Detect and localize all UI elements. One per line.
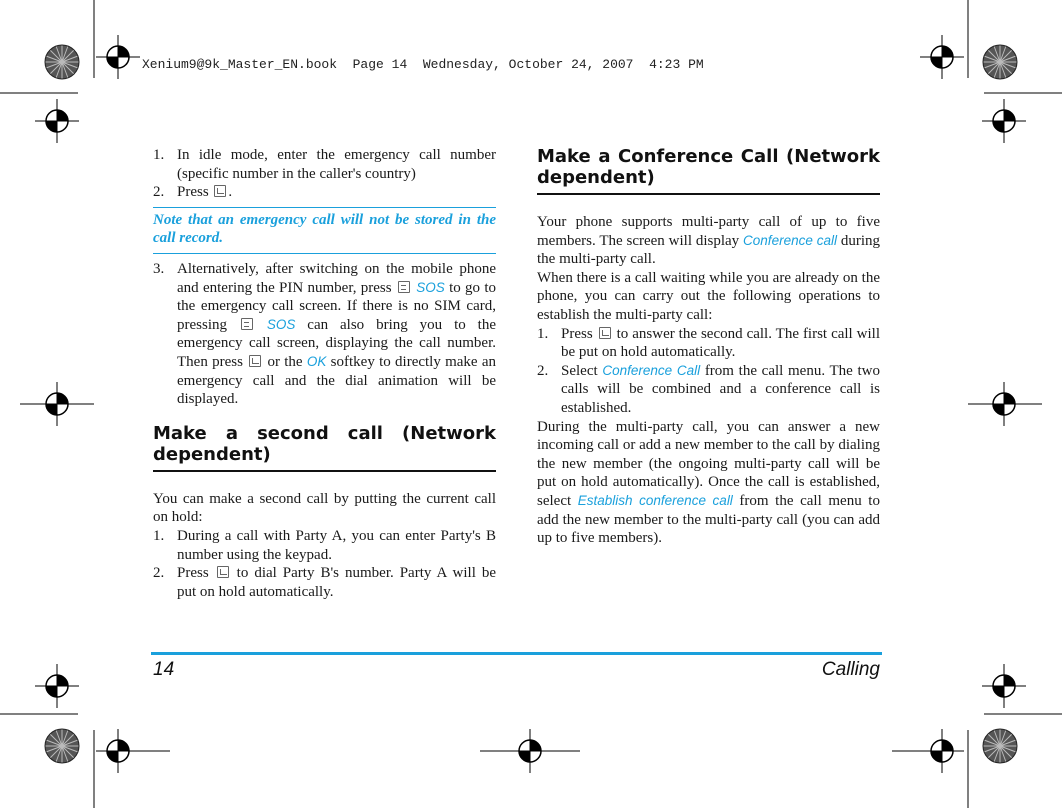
menu-option-label: Conference call xyxy=(743,232,837,248)
chapter-title: Calling xyxy=(821,659,880,680)
ok-label: OK xyxy=(306,353,327,369)
softkey-icon xyxy=(241,318,253,330)
section-divider xyxy=(537,193,880,195)
item-text: to go to the emergency call screen. If there is no SIM card, pressing xyxy=(177,279,497,333)
paragraph xyxy=(537,213,880,269)
item-text: Press xyxy=(177,565,209,582)
item-text: During a call with Party A, you can enter Party's B number using the keypad. xyxy=(177,527,496,563)
item-text: . xyxy=(228,184,233,201)
note-divider-top xyxy=(153,207,496,208)
item-number: 3. xyxy=(153,260,165,277)
item-text: can also bring you to the emergency call screen, displaying the call number. Then press xyxy=(177,316,497,370)
page-number: 14 xyxy=(153,659,175,680)
paragraph-text: Your phone supports multi-party call of up to five members. The screen will display xyxy=(537,214,880,249)
section-title: Make a Conference Call (Network dependent) xyxy=(537,146,880,188)
call-key-icon xyxy=(249,355,261,367)
item-text: Alternatively, after switching on the mobile phone and entering the PIN number, press xyxy=(177,260,496,296)
book-info-header: Xenium9@9k_Master_EN.book Page 14 Wednesday, October 24, 2007 4:23 PM xyxy=(142,57,704,72)
list-item xyxy=(537,362,880,418)
item-number: 1. xyxy=(153,147,165,163)
list-item xyxy=(537,325,880,362)
call-key-icon xyxy=(214,185,226,197)
paragraph-text: from the call menu to add the new member to the multi-party call (you can add up to five members). xyxy=(537,492,880,547)
section-divider xyxy=(153,470,496,472)
menu-option-label: Conference Call xyxy=(602,362,701,378)
item-number: 1. xyxy=(153,527,165,544)
section-title: Make a second call (Network dependent) xyxy=(153,422,496,465)
item-number: 2. xyxy=(537,362,549,379)
item-text: In idle mode, enter the emergency call number (specific number in the caller's country) xyxy=(177,147,496,182)
item-text: to dial Party B's number. Party A will be put on hold automatically. xyxy=(177,565,497,600)
right-column xyxy=(537,146,880,548)
menu-option-label: Establish conference call xyxy=(577,492,733,508)
call-key-icon xyxy=(599,327,611,339)
list-item xyxy=(153,260,496,409)
paragraph-text: During the multi-party call, you can answer a new incoming call or add a new member to the call by dialing the new member (the ongoing multi-party call will be put on hold automatically). Once the call is established, select xyxy=(537,418,880,509)
item-text: softkey to directly make an emergency call and the dial animation will be displayed. xyxy=(177,353,497,408)
list-item xyxy=(153,564,496,601)
item-text: to answer the second call. The first call will be put on hold automatically. xyxy=(561,325,881,361)
footer-rule xyxy=(151,652,882,655)
item-text: Press xyxy=(177,184,209,201)
note-divider-bottom xyxy=(153,253,496,254)
section-intro: You can make a second call by putting the current call on hold: xyxy=(153,490,496,526)
item-text: Press xyxy=(561,325,593,342)
item-text: from the call menu. The two calls will be combined and a conference call is established. xyxy=(561,362,881,416)
paragraph xyxy=(537,418,880,548)
list-item xyxy=(153,527,496,564)
list-item xyxy=(153,146,496,183)
list-item xyxy=(153,183,496,202)
left-column xyxy=(153,146,496,601)
item-number: 1. xyxy=(537,325,549,342)
call-key-icon xyxy=(217,566,229,578)
item-number: 2. xyxy=(153,184,165,201)
sos-label: SOS xyxy=(416,279,445,295)
paragraph-text: during the multi-party call. xyxy=(537,232,880,268)
note-text: Note that an emergency call will not be stored in the call record. xyxy=(153,211,496,247)
item-text: or the xyxy=(267,353,303,370)
sos-label: SOS xyxy=(266,316,296,332)
item-number: 2. xyxy=(153,565,165,582)
softkey-icon xyxy=(398,281,410,293)
item-text: Select xyxy=(561,362,598,379)
paragraph: When there is a call waiting while you are already on the phone, you can carry out the following operations to establish the multi-party call: xyxy=(537,269,880,323)
